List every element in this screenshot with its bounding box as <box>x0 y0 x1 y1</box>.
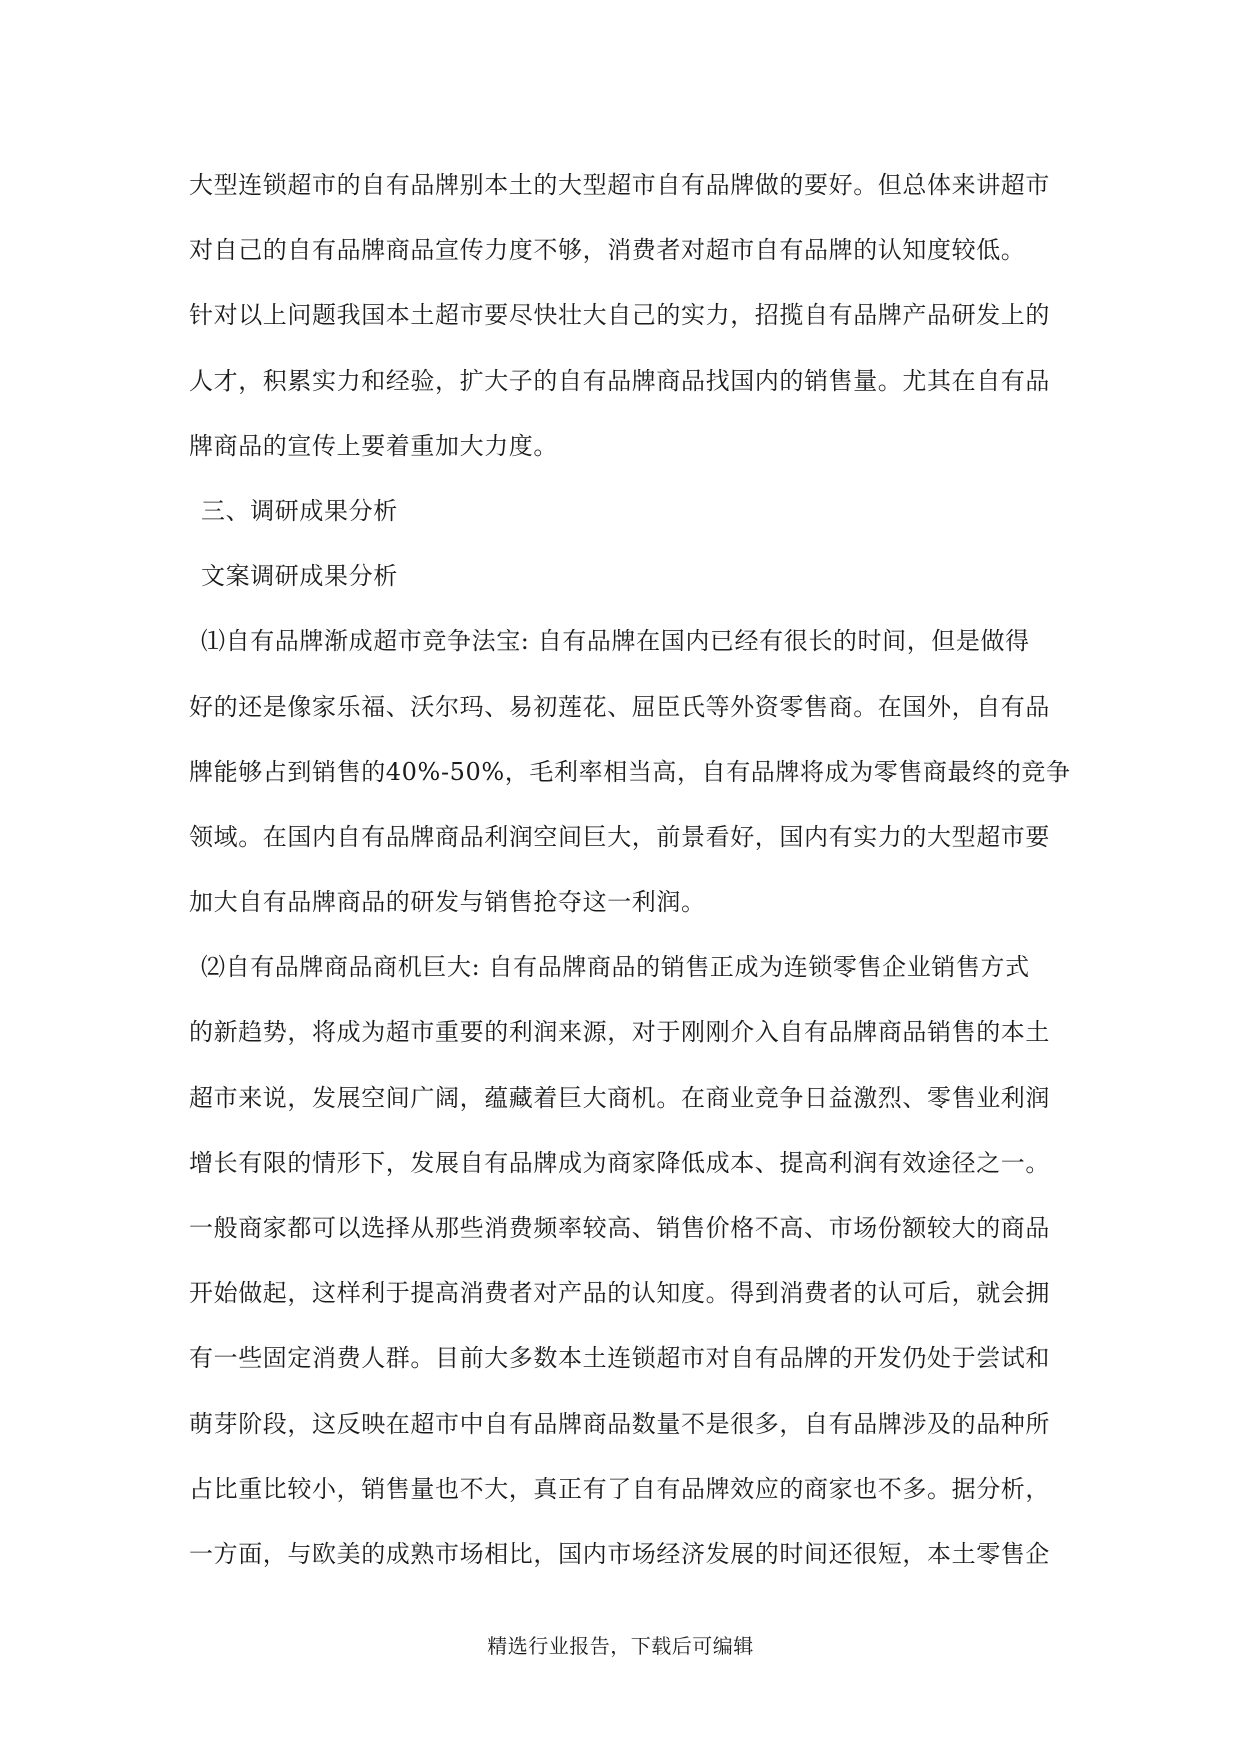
text-line: 牌能够占到销售的40%-50%，毛利率相当高，自有品牌将成为零售商最终的竞争 <box>189 757 1071 786</box>
text-line: 有一些固定消费人群。目前大多数本土连锁超市对自有品牌的开发仍处于尝试和 <box>189 1344 1050 1373</box>
text-line: 对自己的自有品牌商品宣传力度不够，消费者对超市自有品牌的认知度较低。 <box>189 236 1026 265</box>
text-line: 好的还是像家乐福、沃尔玛、易初莲花、屈臣氏等外资零售商。在国外，自有品 <box>189 692 1050 721</box>
text-line: 占比重比较小，销售量也不大，真正有了自有品牌效应的商家也不多。据分析， <box>189 1474 1050 1503</box>
text-line: 针对以上问题我国本土超市要尽快壮大自己的实力，招揽自有品牌产品研发上的 <box>189 301 1050 330</box>
text-line: 萌芽阶段，这反映在超市中自有品牌商品数量不是很多，自有品牌涉及的品种所 <box>189 1409 1050 1438</box>
text-line: 开始做起，这样利于提高消费者对产品的认知度。得到消费者的认可后，就会拥 <box>189 1279 1050 1308</box>
text-line: ⑴自有品牌渐成超市竞争法宝: 自有品牌在国内已经有很长的时间，但是做得 <box>201 627 1030 656</box>
document-body <box>189 153 1089 1587</box>
page-footer: 精选行业报告，下载后可编辑 <box>487 1634 754 1658</box>
text-line: 一方面，与欧美的成熟市场相比，国内市场经济发展的时间还很短，本土零售企 <box>189 1539 1050 1568</box>
text-line: ⑵自有品牌商品商机巨大: 自有品牌商品的销售正成为连锁零售企业销售方式 <box>201 953 1030 982</box>
section-heading: 三、调研成果分析 <box>201 496 398 525</box>
subsection-heading: 文案调研成果分析 <box>201 562 398 591</box>
text-line: 领域。在国内自有品牌商品利润空间巨大，前景看好，国内有实力的大型超市要 <box>189 822 1050 851</box>
text-line: 一般商家都可以选择从那些消费频率较高、销售价格不高、市场份额较大的商品 <box>189 1214 1050 1242</box>
text-line: 超市来说，发展空间广阔，蕴藏着巨大商机。在商业竞争日益激烈、零售业利润 <box>189 1083 1050 1112</box>
text-line: 加大自有品牌商品的研发与销售抢夺这一利润。 <box>189 888 706 917</box>
text-line: 人才，积累实力和经验，扩大子的自有品牌商品找国内的销售量。尤其在自有品 <box>189 366 1050 395</box>
text-line: 牌商品的宣传上要着重加大力度。 <box>189 431 558 460</box>
text-line: 大型连锁超市的自有品牌别本土的大型超市自有品牌做的要好。但总体来讲超市 <box>189 171 1050 199</box>
text-line: 的新趋势，将成为超市重要的利润来源，对于刚刚介入自有品牌商品销售的本土 <box>189 1018 1050 1047</box>
text-line: 增长有限的情形下，发展自有品牌成为商家降低成本、提高利润有效途径之一。 <box>189 1148 1050 1177</box>
